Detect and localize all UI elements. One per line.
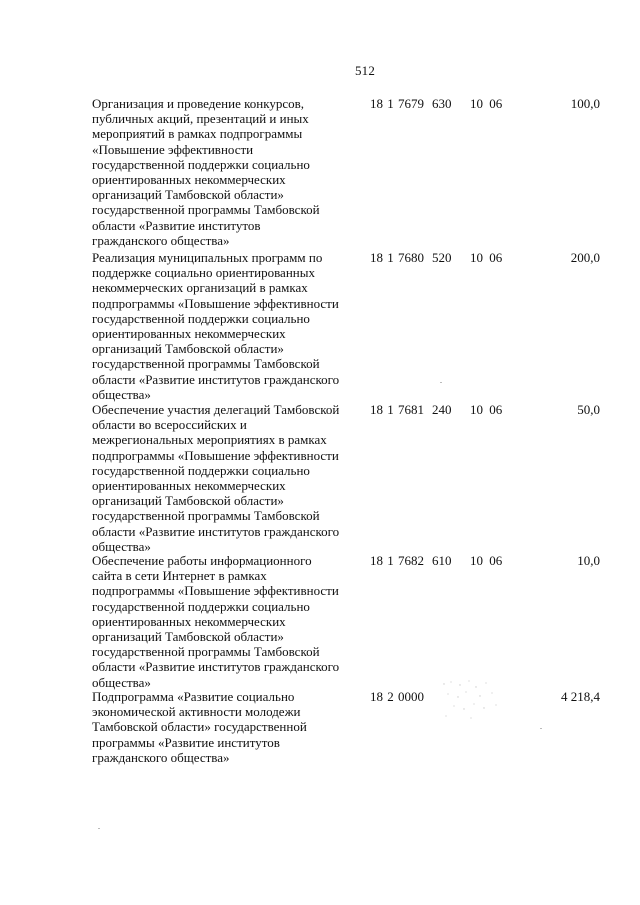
row-section: 10 06	[470, 250, 503, 265]
row-amount: 100,0	[570, 96, 600, 111]
row-amount: 10,0	[577, 553, 600, 568]
row-expense-type: 520	[432, 250, 452, 265]
row-description: Реализация муниципальных программ по поддержке социально ориентированных некоммерческих организаций в рамках подпрограммы «Повышение эффективности государственной поддержки социально ориентированных некоммерческих организаций Тамбовской области» государственной программы Тамбовской области «Развитие институтов гражданского общества»	[92, 250, 340, 402]
row-description: Обеспечение участия делегаций Тамбовской области во всероссийских и межрегиональных мероприятиях в рамках подпрограммы «Повышение эффективности государственной поддержки социально ориентированных некоммерческих организаций Тамбовской области» государственной программы Тамбовской области «Развитие институтов гражданского общества»	[92, 402, 340, 554]
row-code: 18 1 7679	[370, 96, 424, 111]
row-code: 18 2 0000	[370, 689, 424, 704]
row-expense-type: 610	[432, 553, 452, 568]
scan-speck	[440, 382, 442, 383]
row-section: 10 06	[470, 96, 503, 111]
page-number: 512	[354, 63, 376, 78]
row-code: 18 1 7681	[370, 402, 424, 417]
scan-speck	[540, 728, 542, 729]
row-amount: 50,0	[577, 402, 600, 417]
row-expense-type: 630	[432, 96, 452, 111]
scan-speck	[98, 828, 100, 829]
row-amount: 4 218,4	[561, 689, 600, 704]
row-code: 18 1 7680	[370, 250, 424, 265]
row-amount: 200,0	[570, 250, 600, 265]
row-description: Организация и проведение конкурсов, публичных акций, презентаций и иных мероприятий в рамках подпрограммы «Повышение эффективности государственной поддержки социально ориентированных некоммерческих организаций Тамбовской области» государственной программы Тамбовской области «Развитие институтов гражданского общества»	[92, 96, 320, 248]
row-description: Обеспечение работы информационного сайта в сети Интернет в рамках подпрограммы «Повышение эффективности государственной поддержки социально ориентированных некоммерческих организаций Тамбовской области» государственной программы Тамбовской области «Развитие институтов гражданского общества»	[92, 553, 340, 690]
row-section: 10 06	[470, 402, 503, 417]
row-code: 18 1 7682	[370, 553, 424, 568]
scan-noise-mark	[436, 678, 502, 722]
row-section: 10 06	[470, 553, 503, 568]
row-expense-type: 240	[432, 402, 452, 417]
row-description: Подпрограмма «Развитие социально экономической активности молодежи Тамбовской области» государственной программы «Развитие институтов гражданского общества»	[92, 689, 307, 765]
